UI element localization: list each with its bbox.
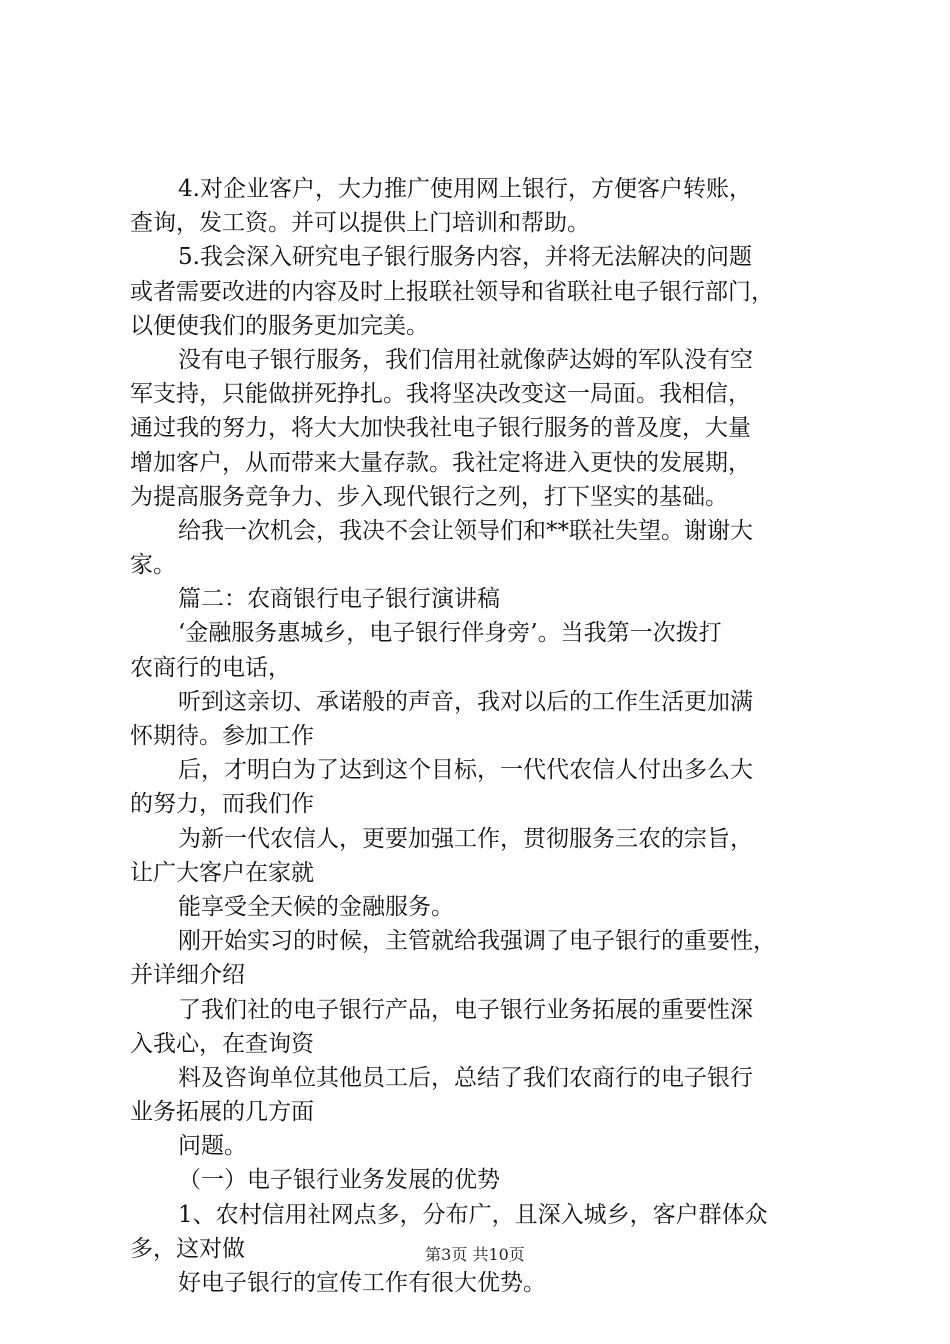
text-line: 4.对企业客户，大力推广使用网上银行，方便客户转账， — [178, 176, 752, 202]
text-line: 军支持，只能做拼死挣扎。我将坚决改变这一局面。我相信， — [130, 381, 751, 408]
text-line: 刚开始实习的时候，主管就给我强调了电子银行的重要性， — [178, 928, 776, 955]
text-line: 业务拓展的几方面 — [130, 1099, 314, 1126]
section-heading: 篇二：农商银行电子银行演讲稿 — [178, 586, 500, 613]
text-line: 1、农村信用社网点多，分布广，且深入城乡，客户群体众 — [178, 1201, 768, 1228]
text-line: 多，这对做 — [130, 1235, 245, 1262]
text-line: 后，才明白为了达到这个目标，一代代农信人付出多么大 — [178, 757, 753, 784]
text-line: 或者需要改进的内容及时上报联社领导和省联社电子银行部门， — [130, 278, 774, 305]
text-line: 查询，发工资。并可以提供上门培训和帮助。 — [130, 210, 590, 237]
text-line: 入我心，在查询资 — [130, 1030, 314, 1057]
text-line: 让广大客户在家就 — [130, 859, 314, 886]
text-line: 问题。 — [178, 1133, 247, 1160]
text-line: ‘金融服务惠城乡，电子银行伴身旁’。当我第一次拨打 — [178, 620, 722, 647]
text-line: 怀期待。参加工作 — [130, 723, 314, 749]
text-line: 家。 — [130, 552, 176, 579]
document-body — [130, 172, 830, 1300]
text-line: 了我们社的电子银行产品，电子银行业务拓展的重要性深 — [178, 996, 753, 1023]
text-line: 没有电子银行服务，我们信用社就像萨达姆的军队没有空 — [178, 346, 753, 373]
text-line: 为新一代农信人，更要加强工作，贯彻服务三农的宗旨， — [178, 825, 753, 852]
text-line: 增加客户，从而带来大量存款。我社定将进入更快的发展期， — [130, 449, 751, 476]
text-line: 能享受全天候的金融服务。 — [178, 893, 454, 920]
text-line: 通过我的努力，将大大加快我社电子银行服务的普及度，大量 — [130, 415, 751, 442]
text-line: 给我一次机会，我决不会让领导们和**联社失望。谢谢大 — [178, 517, 753, 544]
text-line: 为提高服务竞争力、步入现代银行之列，打下坚实的基础。 — [130, 483, 728, 510]
text-line: 并详细介绍 — [130, 962, 245, 989]
text-line: 农商行的电话， — [130, 654, 291, 681]
text-line: 好电子银行的宣传工作有很大优势。 — [178, 1270, 546, 1296]
subsection-heading: （一）电子银行业务发展的优势 — [178, 1167, 500, 1194]
text-line: 以便使我们的服务更加完美。 — [130, 312, 429, 339]
text-line: 的努力，而我们作 — [130, 791, 314, 818]
page-number-footer: 第3页 共10页 — [425, 1245, 525, 1264]
text-line: 料及咨询单位其他员工后，总结了我们农商行的电子银行 — [178, 1064, 753, 1091]
text-line: 听到这亲切、承诺般的声音，我对以后的工作生活更加满 — [178, 688, 753, 715]
text-line: 5.我会深入研究电子银行服务内容，并将无法解决的问题 — [178, 244, 752, 271]
